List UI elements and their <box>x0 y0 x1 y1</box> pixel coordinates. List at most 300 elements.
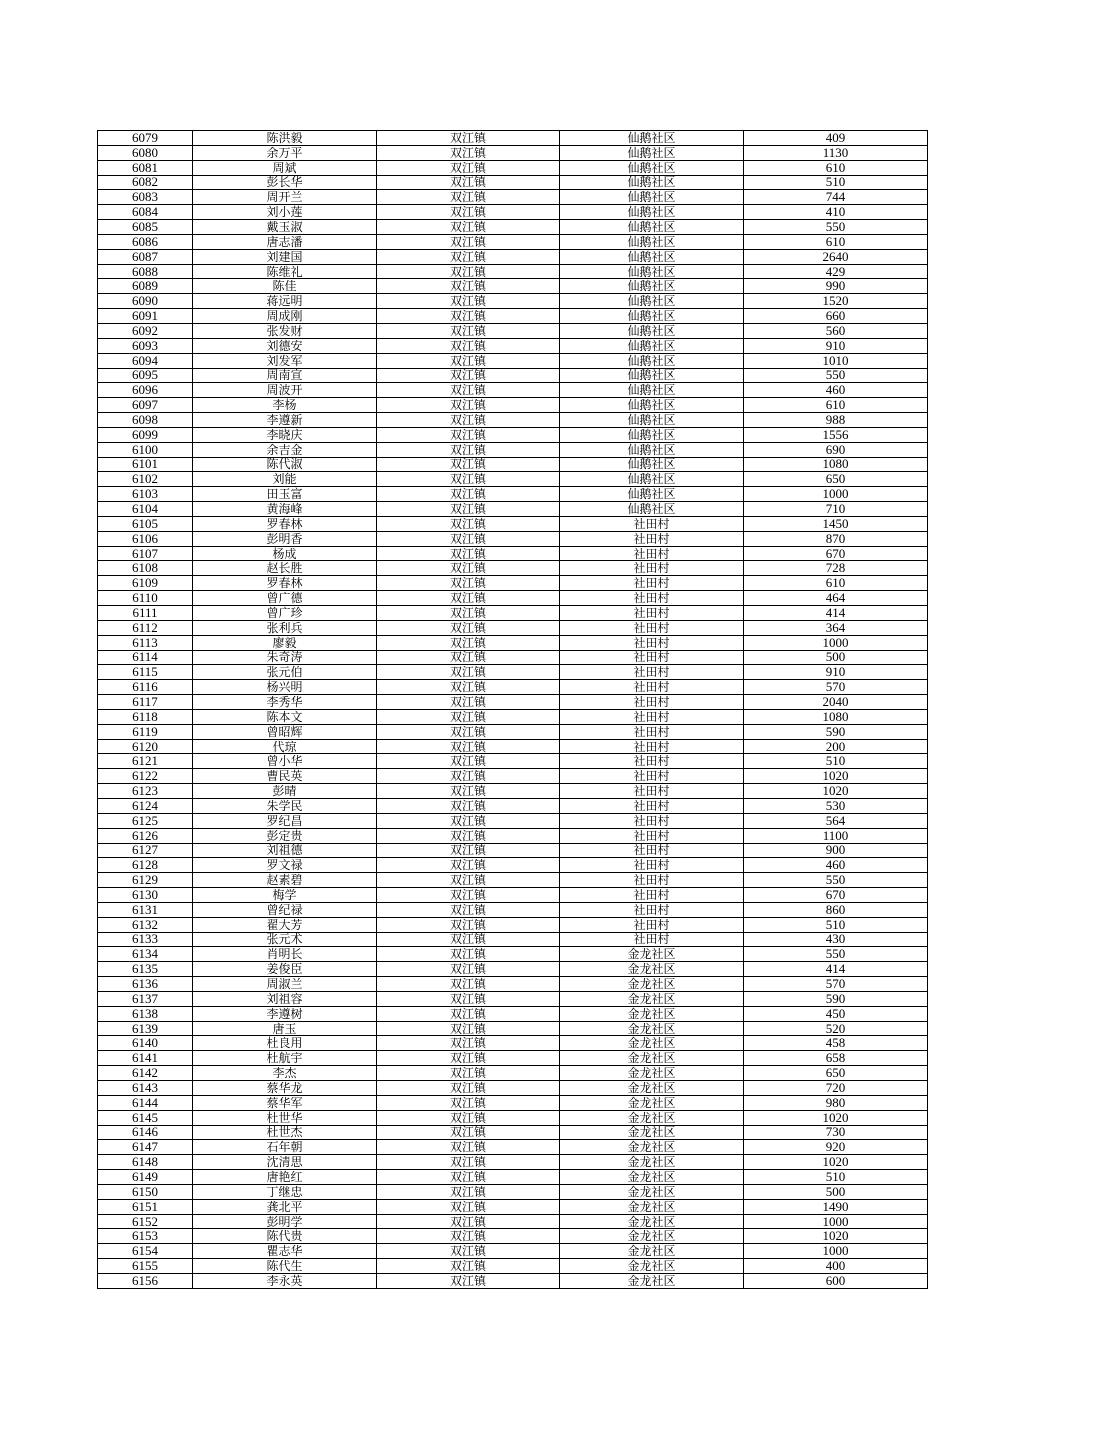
amount-cell: 1020 <box>744 1229 928 1244</box>
table-row <box>98 843 928 858</box>
table-row <box>98 977 928 992</box>
town-cell: 双江镇 <box>377 917 560 932</box>
name-cell: 赵素碧 <box>193 873 377 888</box>
name-cell: 沈清思 <box>193 1155 377 1170</box>
amount-cell: 1000 <box>744 1244 928 1259</box>
row-number-cell: 6088 <box>98 264 193 279</box>
amount-cell: 900 <box>744 843 928 858</box>
name-cell: 周斌 <box>193 160 377 175</box>
amount-cell: 564 <box>744 813 928 828</box>
name-cell: 杜良用 <box>193 1036 377 1051</box>
amount-cell: 720 <box>744 1081 928 1096</box>
amount-cell: 1000 <box>744 1214 928 1229</box>
amount-cell: 1450 <box>744 516 928 531</box>
name-cell: 赵长胜 <box>193 561 377 576</box>
town-cell: 双江镇 <box>377 531 560 546</box>
table-row <box>98 516 928 531</box>
name-cell: 余吉金 <box>193 442 377 457</box>
name-cell: 肖明长 <box>193 947 377 962</box>
amount-cell: 409 <box>744 131 928 146</box>
name-cell: 余万平 <box>193 145 377 160</box>
amount-cell: 744 <box>744 190 928 205</box>
town-cell: 双江镇 <box>377 175 560 190</box>
table-row <box>98 190 928 205</box>
community-cell: 仙鹅社区 <box>560 294 744 309</box>
table-row <box>98 561 928 576</box>
amount-cell: 730 <box>744 1125 928 1140</box>
amount-cell: 1130 <box>744 145 928 160</box>
row-number-cell: 6121 <box>98 754 193 769</box>
community-cell: 仙鹅社区 <box>560 383 744 398</box>
row-number-cell: 6148 <box>98 1155 193 1170</box>
row-number-cell: 6117 <box>98 695 193 710</box>
town-cell: 双江镇 <box>377 724 560 739</box>
name-cell: 陈佳 <box>193 279 377 294</box>
community-cell: 仙鹅社区 <box>560 264 744 279</box>
table-row <box>98 724 928 739</box>
row-number-cell: 6128 <box>98 858 193 873</box>
table-row <box>98 457 928 472</box>
community-cell: 社田村 <box>560 888 744 903</box>
name-cell: 陈洪毅 <box>193 131 377 146</box>
town-cell: 双江镇 <box>377 991 560 1006</box>
row-number-cell: 6105 <box>98 516 193 531</box>
table-row <box>98 606 928 621</box>
community-cell: 社田村 <box>560 665 744 680</box>
community-cell: 社田村 <box>560 546 744 561</box>
amount-cell: 860 <box>744 902 928 917</box>
name-cell: 刘德安 <box>193 338 377 353</box>
table-row <box>98 1155 928 1170</box>
row-number-cell: 6136 <box>98 977 193 992</box>
table-row <box>98 1140 928 1155</box>
town-cell: 双江镇 <box>377 1170 560 1185</box>
town-cell: 双江镇 <box>377 591 560 606</box>
name-cell: 李遵树 <box>193 1006 377 1021</box>
community-cell: 仙鹅社区 <box>560 234 744 249</box>
name-cell: 周成刚 <box>193 309 377 324</box>
town-cell: 双江镇 <box>377 1273 560 1288</box>
table-row <box>98 873 928 888</box>
table-row <box>98 1036 928 1051</box>
community-cell: 社田村 <box>560 739 744 754</box>
amount-cell: 550 <box>744 947 928 962</box>
name-cell: 蒋远明 <box>193 294 377 309</box>
table-row <box>98 1199 928 1214</box>
table-row <box>98 472 928 487</box>
amount-cell: 1020 <box>744 784 928 799</box>
town-cell: 双江镇 <box>377 1036 560 1051</box>
row-number-cell: 6150 <box>98 1184 193 1199</box>
town-cell: 双江镇 <box>377 680 560 695</box>
row-number-cell: 6130 <box>98 888 193 903</box>
name-cell: 刘祖容 <box>193 991 377 1006</box>
amount-cell: 510 <box>744 917 928 932</box>
row-number-cell: 6098 <box>98 413 193 428</box>
table-row <box>98 962 928 977</box>
amount-cell: 590 <box>744 724 928 739</box>
name-cell: 彭晴 <box>193 784 377 799</box>
row-number-cell: 6139 <box>98 1021 193 1036</box>
row-number-cell: 6096 <box>98 383 193 398</box>
row-number-cell: 6141 <box>98 1051 193 1066</box>
town-cell: 双江镇 <box>377 205 560 220</box>
amount-cell: 1000 <box>744 487 928 502</box>
community-cell: 金龙社区 <box>560 947 744 962</box>
name-cell: 蔡华军 <box>193 1095 377 1110</box>
table-row <box>98 487 928 502</box>
community-cell: 仙鹅社区 <box>560 413 744 428</box>
amount-cell: 2040 <box>744 695 928 710</box>
name-cell: 罗春林 <box>193 516 377 531</box>
table-row <box>98 383 928 398</box>
row-number-cell: 6087 <box>98 249 193 264</box>
town-cell: 双江镇 <box>377 561 560 576</box>
town-cell: 双江镇 <box>377 635 560 650</box>
town-cell: 双江镇 <box>377 769 560 784</box>
table-row <box>98 220 928 235</box>
table-row <box>98 695 928 710</box>
amount-cell: 550 <box>744 368 928 383</box>
town-cell: 双江镇 <box>377 828 560 843</box>
town-cell: 双江镇 <box>377 858 560 873</box>
town-cell: 双江镇 <box>377 368 560 383</box>
community-cell: 仙鹅社区 <box>560 175 744 190</box>
community-cell: 金龙社区 <box>560 1199 744 1214</box>
amount-cell: 910 <box>744 665 928 680</box>
name-cell: 曾纪禄 <box>193 902 377 917</box>
row-number-cell: 6119 <box>98 724 193 739</box>
table-row <box>98 427 928 442</box>
row-number-cell: 6123 <box>98 784 193 799</box>
row-number-cell: 6083 <box>98 190 193 205</box>
community-cell: 金龙社区 <box>560 1259 744 1274</box>
name-cell: 陈维礼 <box>193 264 377 279</box>
row-number-cell: 6129 <box>98 873 193 888</box>
row-number-cell: 6146 <box>98 1125 193 1140</box>
town-cell: 双江镇 <box>377 650 560 665</box>
town-cell: 双江镇 <box>377 1199 560 1214</box>
table-row <box>98 1095 928 1110</box>
row-number-cell: 6140 <box>98 1036 193 1051</box>
name-cell: 代琼 <box>193 739 377 754</box>
row-number-cell: 6091 <box>98 309 193 324</box>
row-number-cell: 6104 <box>98 502 193 517</box>
name-cell: 曹民英 <box>193 769 377 784</box>
community-cell: 金龙社区 <box>560 1125 744 1140</box>
community-cell: 金龙社区 <box>560 1081 744 1096</box>
row-number-cell: 6097 <box>98 398 193 413</box>
town-cell: 双江镇 <box>377 1021 560 1036</box>
community-cell: 金龙社区 <box>560 1244 744 1259</box>
table-row <box>98 991 928 1006</box>
row-number-cell: 6115 <box>98 665 193 680</box>
amount-cell: 870 <box>744 531 928 546</box>
row-number-cell: 6082 <box>98 175 193 190</box>
town-cell: 双江镇 <box>377 1214 560 1229</box>
amount-cell: 560 <box>744 323 928 338</box>
name-cell: 刘建国 <box>193 249 377 264</box>
community-cell: 社田村 <box>560 784 744 799</box>
row-number-cell: 6143 <box>98 1081 193 1096</box>
row-number-cell: 6149 <box>98 1170 193 1185</box>
table-row <box>98 131 928 146</box>
town-cell: 双江镇 <box>377 1229 560 1244</box>
table-row <box>98 145 928 160</box>
community-cell: 仙鹅社区 <box>560 442 744 457</box>
name-cell: 廖毅 <box>193 635 377 650</box>
community-cell: 仙鹅社区 <box>560 131 744 146</box>
amount-cell: 450 <box>744 1006 928 1021</box>
amount-cell: 400 <box>744 1259 928 1274</box>
row-number-cell: 6108 <box>98 561 193 576</box>
town-cell: 双江镇 <box>377 487 560 502</box>
amount-cell: 650 <box>744 1066 928 1081</box>
row-number-cell: 6107 <box>98 546 193 561</box>
row-number-cell: 6085 <box>98 220 193 235</box>
table-row <box>98 1170 928 1185</box>
town-cell: 双江镇 <box>377 160 560 175</box>
row-number-cell: 6093 <box>98 338 193 353</box>
row-number-cell: 6127 <box>98 843 193 858</box>
community-cell: 社田村 <box>560 724 744 739</box>
town-cell: 双江镇 <box>377 220 560 235</box>
name-cell: 李永英 <box>193 1273 377 1288</box>
town-cell: 双江镇 <box>377 353 560 368</box>
community-cell: 金龙社区 <box>560 1170 744 1185</box>
community-cell: 仙鹅社区 <box>560 368 744 383</box>
town-cell: 双江镇 <box>377 294 560 309</box>
community-cell: 仙鹅社区 <box>560 338 744 353</box>
row-number-cell: 6133 <box>98 932 193 947</box>
amount-cell: 728 <box>744 561 928 576</box>
community-cell: 金龙社区 <box>560 1273 744 1288</box>
town-cell: 双江镇 <box>377 1081 560 1096</box>
name-cell: 李杨 <box>193 398 377 413</box>
community-cell: 社田村 <box>560 813 744 828</box>
amount-cell: 1010 <box>744 353 928 368</box>
amount-cell: 670 <box>744 546 928 561</box>
amount-cell: 1490 <box>744 1199 928 1214</box>
town-cell: 双江镇 <box>377 472 560 487</box>
community-cell: 社田村 <box>560 516 744 531</box>
name-cell: 曾广德 <box>193 591 377 606</box>
row-number-cell: 6144 <box>98 1095 193 1110</box>
amount-cell: 988 <box>744 413 928 428</box>
town-cell: 双江镇 <box>377 798 560 813</box>
community-cell: 社田村 <box>560 798 744 813</box>
community-cell: 仙鹅社区 <box>560 472 744 487</box>
table-row <box>98 368 928 383</box>
community-cell: 社田村 <box>560 843 744 858</box>
amount-cell: 610 <box>744 576 928 591</box>
name-cell: 李杰 <box>193 1066 377 1081</box>
table-row <box>98 650 928 665</box>
table-row <box>98 442 928 457</box>
table-row <box>98 531 928 546</box>
row-number-cell: 6080 <box>98 145 193 160</box>
table-row <box>98 413 928 428</box>
table-row <box>98 264 928 279</box>
row-number-cell: 6089 <box>98 279 193 294</box>
amount-cell: 500 <box>744 650 928 665</box>
amount-cell: 990 <box>744 279 928 294</box>
table-row <box>98 754 928 769</box>
table-row <box>98 160 928 175</box>
table-row <box>98 917 928 932</box>
row-number-cell: 6086 <box>98 234 193 249</box>
name-cell: 李遵新 <box>193 413 377 428</box>
table-row <box>98 309 928 324</box>
amount-cell: 690 <box>744 442 928 457</box>
town-cell: 双江镇 <box>377 516 560 531</box>
row-number-cell: 6094 <box>98 353 193 368</box>
town-cell: 双江镇 <box>377 873 560 888</box>
amount-cell: 520 <box>744 1021 928 1036</box>
community-cell: 金龙社区 <box>560 1214 744 1229</box>
town-cell: 双江镇 <box>377 457 560 472</box>
amount-cell: 1000 <box>744 635 928 650</box>
amount-cell: 600 <box>744 1273 928 1288</box>
row-number-cell: 6103 <box>98 487 193 502</box>
community-cell: 社田村 <box>560 769 744 784</box>
name-cell: 曾昭辉 <box>193 724 377 739</box>
row-number-cell: 6112 <box>98 620 193 635</box>
amount-cell: 1080 <box>744 457 928 472</box>
community-cell: 金龙社区 <box>560 1184 744 1199</box>
community-cell: 仙鹅社区 <box>560 427 744 442</box>
name-cell: 朱奇涛 <box>193 650 377 665</box>
town-cell: 双江镇 <box>377 249 560 264</box>
name-cell: 唐志潘 <box>193 234 377 249</box>
town-cell: 双江镇 <box>377 843 560 858</box>
name-cell: 杨成 <box>193 546 377 561</box>
town-cell: 双江镇 <box>377 1095 560 1110</box>
table-row <box>98 249 928 264</box>
town-cell: 双江镇 <box>377 131 560 146</box>
row-number-cell: 6125 <box>98 813 193 828</box>
row-number-cell: 6120 <box>98 739 193 754</box>
community-cell: 社田村 <box>560 932 744 947</box>
town-cell: 双江镇 <box>377 145 560 160</box>
amount-cell: 1556 <box>744 427 928 442</box>
amount-cell: 414 <box>744 962 928 977</box>
table-row <box>98 1066 928 1081</box>
amount-cell: 430 <box>744 932 928 947</box>
amount-cell: 550 <box>744 220 928 235</box>
community-cell: 社田村 <box>560 754 744 769</box>
name-cell: 张发财 <box>193 323 377 338</box>
name-cell: 唐艳红 <box>193 1170 377 1185</box>
town-cell: 双江镇 <box>377 1051 560 1066</box>
row-number-cell: 6095 <box>98 368 193 383</box>
name-cell: 张元伯 <box>193 665 377 680</box>
name-cell: 蔡华龙 <box>193 1081 377 1096</box>
town-cell: 双江镇 <box>377 1125 560 1140</box>
amount-cell: 429 <box>744 264 928 279</box>
town-cell: 双江镇 <box>377 398 560 413</box>
name-cell: 刘发军 <box>193 353 377 368</box>
row-number-cell: 6156 <box>98 1273 193 1288</box>
amount-cell: 910 <box>744 338 928 353</box>
community-cell: 社田村 <box>560 709 744 724</box>
community-cell: 仙鹅社区 <box>560 279 744 294</box>
name-cell: 张元术 <box>193 932 377 947</box>
name-cell: 彭明学 <box>193 1214 377 1229</box>
name-cell: 石年朝 <box>193 1140 377 1155</box>
community-cell: 社田村 <box>560 561 744 576</box>
amount-cell: 364 <box>744 620 928 635</box>
row-number-cell: 6153 <box>98 1229 193 1244</box>
amount-cell: 464 <box>744 591 928 606</box>
amount-cell: 1020 <box>744 1155 928 1170</box>
amount-cell: 510 <box>744 1170 928 1185</box>
town-cell: 双江镇 <box>377 502 560 517</box>
community-cell: 仙鹅社区 <box>560 160 744 175</box>
name-cell: 曾小华 <box>193 754 377 769</box>
name-cell: 戴玉淑 <box>193 220 377 235</box>
row-number-cell: 6147 <box>98 1140 193 1155</box>
name-cell: 杜世华 <box>193 1110 377 1125</box>
row-number-cell: 6106 <box>98 531 193 546</box>
name-cell: 陈本文 <box>193 709 377 724</box>
town-cell: 双江镇 <box>377 977 560 992</box>
community-cell: 金龙社区 <box>560 991 744 1006</box>
community-cell: 金龙社区 <box>560 1155 744 1170</box>
table-row <box>98 888 928 903</box>
name-cell: 刘祖德 <box>193 843 377 858</box>
name-cell: 姜俊臣 <box>193 962 377 977</box>
table-row <box>98 1214 928 1229</box>
table-row <box>98 947 928 962</box>
table-row <box>98 338 928 353</box>
amount-cell: 458 <box>744 1036 928 1051</box>
town-cell: 双江镇 <box>377 383 560 398</box>
table-row <box>98 279 928 294</box>
amount-cell: 570 <box>744 680 928 695</box>
name-cell: 李晓庆 <box>193 427 377 442</box>
town-cell: 双江镇 <box>377 442 560 457</box>
community-cell: 社田村 <box>560 680 744 695</box>
name-cell: 丁继忠 <box>193 1184 377 1199</box>
name-cell: 彭定贵 <box>193 828 377 843</box>
name-cell: 刘能 <box>193 472 377 487</box>
community-cell: 金龙社区 <box>560 1140 744 1155</box>
name-cell: 杨兴明 <box>193 680 377 695</box>
name-cell: 田玉富 <box>193 487 377 502</box>
community-cell: 仙鹅社区 <box>560 309 744 324</box>
amount-cell: 530 <box>744 798 928 813</box>
row-number-cell: 6155 <box>98 1259 193 1274</box>
town-cell: 双江镇 <box>377 546 560 561</box>
table-row <box>98 784 928 799</box>
row-number-cell: 6132 <box>98 917 193 932</box>
name-cell: 彭长华 <box>193 175 377 190</box>
community-cell: 社田村 <box>560 620 744 635</box>
town-cell: 双江镇 <box>377 620 560 635</box>
community-cell: 仙鹅社区 <box>560 205 744 220</box>
name-cell: 杜航宇 <box>193 1051 377 1066</box>
amount-cell: 1100 <box>744 828 928 843</box>
row-number-cell: 6090 <box>98 294 193 309</box>
name-cell: 陈代贵 <box>193 1229 377 1244</box>
table-row <box>98 902 928 917</box>
table-row <box>98 546 928 561</box>
row-number-cell: 6138 <box>98 1006 193 1021</box>
community-cell: 社田村 <box>560 650 744 665</box>
row-number-cell: 6151 <box>98 1199 193 1214</box>
amount-cell: 570 <box>744 977 928 992</box>
